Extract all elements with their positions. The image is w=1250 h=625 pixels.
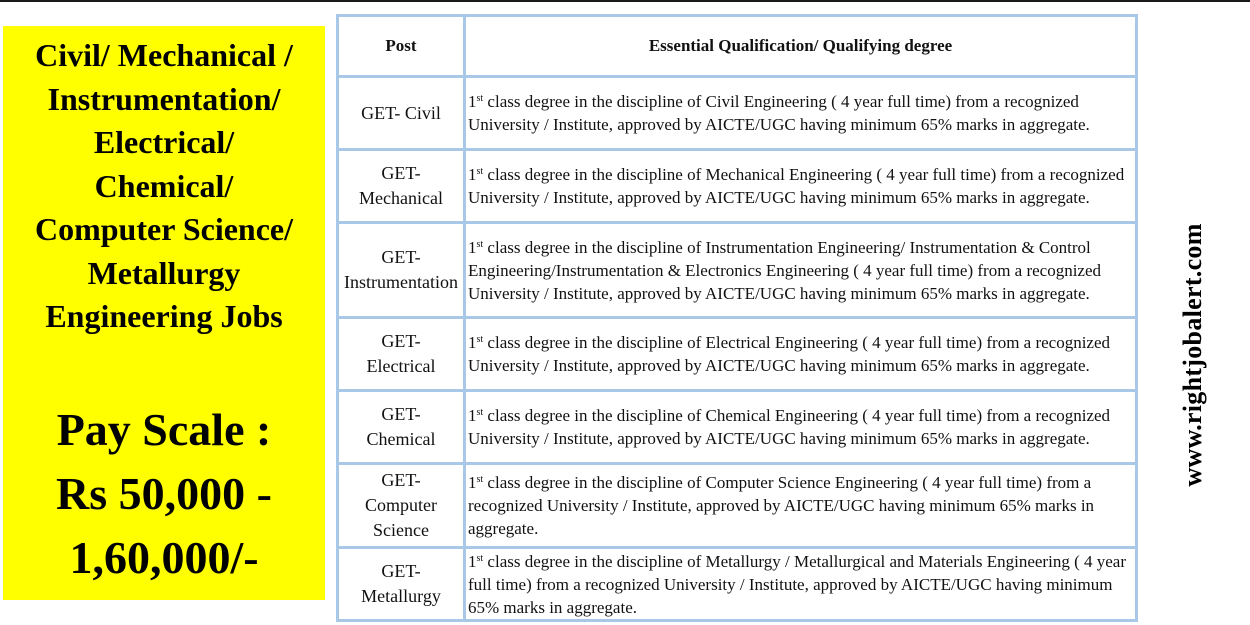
post-name-line: Chemical — [366, 429, 436, 449]
qualification-text: class degree in the discipline of Metallurgy / Metallurgical and Materials Engineering ( 4 year full time) from a recognized University / Institute, approved by AICTE/UGC having minimum 65% marks in aggregate. — [468, 551, 1126, 617]
post-name-line: Electrical — [366, 356, 436, 376]
qualification-text: class degree in the discipline of Chemical Engineering ( 4 year full time) from a recognized University / Institute, approved by AICTE/UGC having minimum 65% marks in aggregate. — [468, 406, 1111, 448]
promo-title-line: Metallurgy — [87, 254, 241, 291]
post-cell — [338, 223, 465, 318]
table-row — [338, 150, 1137, 223]
ordinal-number: 1 — [468, 473, 477, 492]
ordinal-suffix: st — [476, 407, 484, 418]
table-row — [338, 318, 1137, 391]
ordinal-number: 1 — [468, 165, 477, 184]
ordinal-suffix: st — [476, 474, 484, 485]
ordinal-suffix: st — [476, 238, 484, 250]
qualification-cell — [465, 391, 1137, 464]
ordinal-number: 1 — [468, 551, 477, 571]
promo-panel — [3, 26, 325, 600]
qualification-table — [336, 14, 1138, 622]
table-row — [338, 223, 1137, 318]
ordinal-suffix: st — [476, 334, 484, 345]
promo-title-line: Electrical/ — [93, 124, 235, 160]
ordinal-number: 1 — [468, 333, 477, 352]
top-divider — [0, 0, 1250, 2]
ordinal-suffix: st — [476, 93, 484, 104]
qualification-cell — [465, 223, 1137, 318]
pay-scale-line: Rs 50,000 - — [56, 468, 272, 519]
post-cell — [338, 150, 465, 223]
post-name-line: GET- — [381, 331, 421, 351]
table-row — [338, 391, 1137, 464]
post-name-line: Computer — [365, 495, 437, 515]
promo-title-line: Engineering Jobs — [45, 298, 283, 334]
post-name-line: GET- — [381, 404, 421, 424]
ordinal-number: 1 — [468, 237, 477, 257]
post-name-line: Science — [373, 520, 429, 540]
qualification-cell — [465, 464, 1137, 548]
pay-scale-line: 1,60,000/- — [69, 532, 259, 583]
post-cell — [338, 391, 465, 464]
post-name-line: Metallurgy — [361, 586, 441, 606]
table-header-row — [338, 16, 1137, 77]
ordinal-number: 1 — [468, 406, 477, 425]
qualification-text: class degree in the discipline of Electrical Engineering ( 4 year full time) from a recognized University / Institute, approved by AICTE/UGC having minimum 65% marks in aggregate. — [468, 333, 1111, 375]
qualification-cell — [465, 548, 1137, 621]
qualification-text: class degree in the discipline of Civil Engineering ( 4 year full time) from a recognized University / Institute, approved by AICTE/UGC having minimum 65% marks in aggregate. — [468, 92, 1090, 134]
post-cell — [338, 464, 465, 548]
header-post: Post — [338, 16, 465, 77]
post-name-line: GET- — [381, 561, 421, 581]
qualification-text: class degree in the discipline of Instrumentation Engineering/ Instrumentation & Control Engineering/Instrumentation & Electronics Engineering ( 4 year full time) from a recognized University / Institute, approved by AICTE/UGC having minimum 65% marks in aggregate. — [468, 237, 1102, 303]
post-cell — [338, 548, 465, 621]
table-row — [338, 77, 1137, 150]
pay-scale — [3, 398, 325, 590]
ordinal-number: 1 — [468, 92, 477, 111]
site-watermark-text: www.rightjobalert.com — [1178, 223, 1207, 487]
ordinal-suffix: st — [476, 166, 484, 177]
post-name-line: Instrumentation — [344, 272, 458, 292]
promo-title-line: Civil/ Mechanical / — [35, 37, 293, 73]
ordinal-suffix: st — [476, 552, 484, 564]
table-row — [338, 464, 1137, 548]
promo-title-line: Chemical/ — [94, 167, 234, 204]
post-name-line: GET- — [381, 247, 421, 267]
promo-title-line: Instrumentation/ — [47, 80, 281, 117]
qualification-text: class degree in the discipline of Computer Science Engineering ( 4 year full time) from a recognized University / Institute, approved by AICTE/UGC having minimum 65% marks in aggregate. — [468, 473, 1095, 538]
promo-title — [3, 34, 325, 339]
qualification-cell — [465, 318, 1137, 391]
promo-title-line: Computer Science/ — [34, 211, 294, 247]
post-name-line: GET- — [381, 163, 421, 183]
post-cell — [338, 77, 465, 150]
post-cell — [338, 318, 465, 391]
post-name-line: Mechanical — [359, 188, 443, 208]
qualification-cell — [465, 77, 1137, 150]
qualification-cell — [465, 150, 1137, 223]
post-name-line: GET- Civil — [361, 102, 441, 123]
header-qualification: Essential Qualification/ Qualifying degree — [465, 16, 1137, 77]
post-name-line: GET- — [381, 470, 421, 490]
qualification-text: class degree in the discipline of Mechanical Engineering ( 4 year full time) from a recognized University / Institute, approved by AICTE/UGC having minimum 65% marks in aggregate. — [468, 165, 1125, 207]
pay-scale-line: Pay Scale : — [56, 404, 272, 455]
table-row — [338, 548, 1137, 621]
